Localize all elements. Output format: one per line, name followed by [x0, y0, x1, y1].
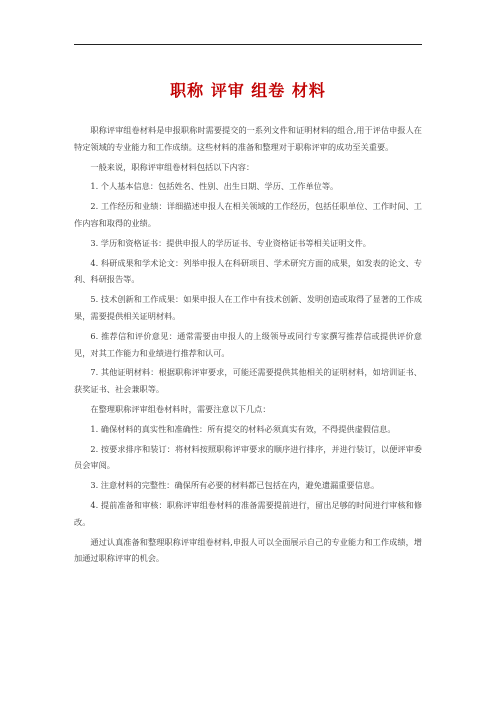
note-item-3: 3. 注意材料的完整性：确保所有必要的材料都已包括在内，避免遗漏重要信息。 [90, 480, 380, 491]
note-item-4: 4. 提前准备和审核：职称评审组卷材料的准备需要提前进行，留出足够的时间进行审核和修改。 [74, 499, 422, 527]
header-rule [74, 44, 422, 45]
note-item-1: 1. 确保材料的真实性和准确性：所有提交的材料必须真实有效，不得提供虚假信息。 [90, 423, 396, 434]
content-item-6: 6. 推荐信和评价意见：通常需要由申报人的上级领导或同行专家撰写推荐信或提供评价意见，对其工作能力和业绩进行推荐和认可。 [74, 330, 422, 358]
content-item-2: 2. 工作经历和业绩：详细描述申报人在相关领域的工作经历，包括任职单位、工作时间、工作内容和取得的业绩。 [74, 201, 422, 228]
content-item-3: 3. 学历和资格证书：提供申报人的学历证书、专业资格证书等相关证明文件。 [90, 237, 371, 248]
notes-lead-paragraph: 在整理职称评审组卷材料时，需要注意以下几点： [90, 403, 271, 414]
conclusion-paragraph: 通过认真准备和整理职称评审组卷材料,申报人可以全面展示自己的专业能力和工作成绩，增加通过职称评审的机会。 [74, 536, 422, 564]
contents-lead-paragraph: 一般来说，职称评审组卷材料包括以下内容： [90, 161, 255, 172]
document-title: 职称 评审 组卷 材料 [170, 81, 326, 100]
content-item-4: 4. 科研成果和学术论文：列举申报人在科研项目、学术研究方面的成果，如发表的论文、专利、科研报告等。 [74, 257, 422, 285]
intro-paragraph: 职称评审组卷材料是申报职称时需要提交的一系列文件和证明材料的组合,用于评估申报人在特定领域的专业能力和工作成绩。这些材料的准备和整理对于职称评审的成功至关重要。 [74, 125, 422, 152]
content-item-1: 1. 个人基本信息：包括姓名、性别、出生日期、学历、工作单位等。 [90, 181, 339, 192]
note-item-2: 2. 按要求排序和装订：将材料按照职称评审要求的顺序进行排序，并进行装订，以便评审委员会审阅。 [74, 443, 422, 471]
content-item-7: 7. 其他证明材料：根据职称评审要求，可能还需要提供其他相关的证明材料，如培训证书、获奖证书、社会兼职等。 [74, 367, 422, 395]
document-body [74, 122, 422, 570]
content-item-5: 5. 技术创新和工作成果：如果申报人在工作中有技术创新、发明创造或取得了显著的工作成果，需要提供相关证明材料。 [74, 294, 422, 321]
